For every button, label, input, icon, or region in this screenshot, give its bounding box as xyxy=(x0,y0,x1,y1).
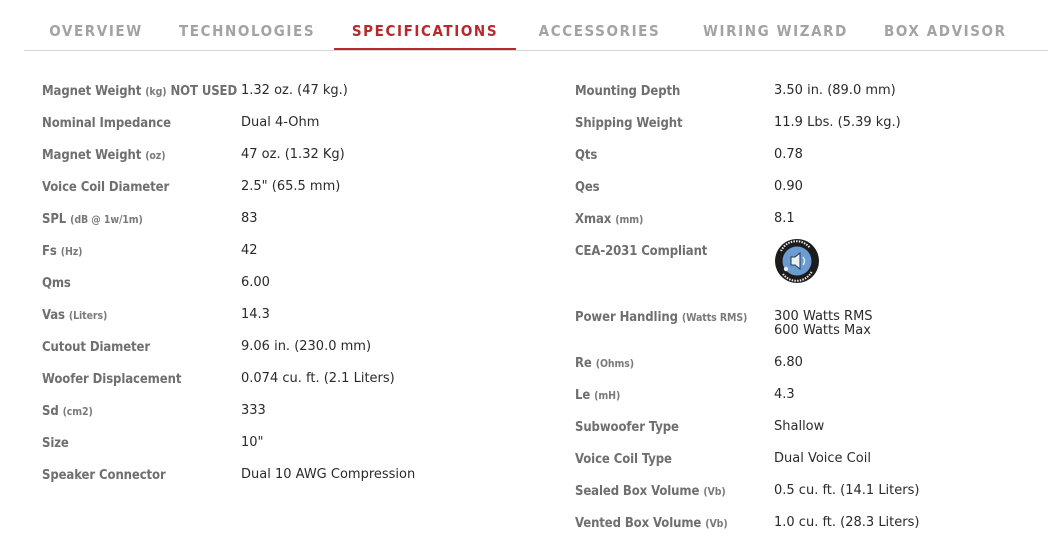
spec-label: Subwoofer Type xyxy=(575,420,679,435)
spec-value: 10" xyxy=(241,435,264,450)
spec-label: CEA-2031 Compliant xyxy=(575,244,708,259)
spec-value: 1.0 cu. ft. (28.3 Liters) xyxy=(774,515,920,530)
spec-label: Qts xyxy=(575,148,598,163)
spec-value: 11.9 Lbs. (5.39 kg.) xyxy=(774,115,901,130)
spec-row-speaker-connector xyxy=(42,460,462,492)
power-max-value: 600 Watts Max xyxy=(774,323,871,338)
spec-row-subwoofer-type xyxy=(575,412,995,444)
spec-value: 83 xyxy=(241,211,258,226)
spec-label: Nominal Impedance xyxy=(42,116,171,131)
spec-row-magnet-weight-kg xyxy=(42,76,462,108)
spec-label: Shipping Weight xyxy=(575,116,683,131)
spec-row-size xyxy=(42,428,462,460)
spec-value: Dual 10 AWG Compression xyxy=(241,467,416,482)
spec-label: Woofer Displacement xyxy=(42,372,182,387)
spec-label: Re (Ohms) xyxy=(575,356,634,371)
spec-row-cea-2031 xyxy=(575,236,995,300)
spec-label: Mounting Depth xyxy=(575,84,681,99)
spec-label: Sd (cm2) xyxy=(42,404,93,419)
spec-label: Speaker Connector xyxy=(42,468,166,483)
spec-row-nominal-impedance xyxy=(42,108,462,140)
tab-wiring-wizard[interactable]: WIRING WIZARD xyxy=(703,22,848,40)
spec-value: 333 xyxy=(241,403,266,418)
spec-value: 9.06 in. (230.0 mm) xyxy=(241,339,372,354)
tab-box-advisor[interactable]: BOX ADVISOR xyxy=(884,22,1007,40)
spec-value: 0.90 xyxy=(774,179,803,194)
spec-label: Power Handling (Watts RMS) xyxy=(575,310,748,325)
tab-specifications[interactable]: SPECIFICATIONS xyxy=(334,0,516,49)
spec-row-qts xyxy=(575,140,995,172)
spec-label: Xmax (mm) xyxy=(575,212,644,227)
spec-row-cutout-diameter xyxy=(42,332,462,364)
spec-label: Vas (Liters) xyxy=(42,308,108,323)
spec-value: 47 oz. (1.32 Kg) xyxy=(241,147,345,162)
cea-2031-logo-icon xyxy=(774,238,820,284)
spec-label: SPL (dB @ 1w/1m) xyxy=(42,212,143,227)
spec-value xyxy=(774,310,873,338)
spec-row-magnet-weight-oz xyxy=(42,140,462,172)
spec-label: Qes xyxy=(575,180,600,195)
spec-value: 0.5 cu. ft. (14.1 Liters) xyxy=(774,483,920,498)
spec-value: 2.5" (65.5 mm) xyxy=(241,179,341,194)
spec-value: 6.00 xyxy=(241,275,270,290)
spec-row-qms xyxy=(42,268,462,300)
spec-tabs xyxy=(24,0,1048,51)
power-rms-value: 300 Watts RMS xyxy=(774,309,873,324)
spec-value: 6.80 xyxy=(774,355,803,370)
spec-label: Fs (Hz) xyxy=(42,244,83,259)
spec-value: 3.50 in. (89.0 mm) xyxy=(774,83,896,98)
spec-value: 42 xyxy=(241,243,258,258)
spec-value: 14.3 xyxy=(241,307,270,322)
spec-value: Shallow xyxy=(774,419,825,434)
spec-value: Dual 4-Ohm xyxy=(241,115,320,130)
spec-row-power-handling xyxy=(575,302,995,344)
spec-row-voice-coil-diameter xyxy=(42,172,462,204)
spec-value: 0.074 cu. ft. (2.1 Liters) xyxy=(241,371,395,386)
spec-label: Voice Coil Type xyxy=(575,452,672,467)
spec-row-xmax xyxy=(575,204,995,236)
spec-value: Dual Voice Coil xyxy=(774,451,871,466)
spec-label: Le (mH) xyxy=(575,388,621,403)
spec-row-voice-coil-type xyxy=(575,444,995,476)
spec-label: Magnet Weight (oz) xyxy=(42,148,166,163)
spec-value: 0.78 xyxy=(774,147,803,162)
spec-row-shipping-weight xyxy=(575,108,995,140)
spec-row-qes xyxy=(575,172,995,204)
spec-row-le xyxy=(575,380,995,412)
spec-row-woofer-displacement xyxy=(42,364,462,396)
spec-row-spl xyxy=(42,204,462,236)
tab-overview[interactable]: OVERVIEW xyxy=(49,22,143,40)
spec-label: Vented Box Volume (Vb) xyxy=(575,516,728,531)
spec-row-sealed-box-volume xyxy=(575,476,995,508)
spec-row-sd xyxy=(42,396,462,428)
spec-row-fs xyxy=(42,236,462,268)
spec-label: Qms xyxy=(42,276,71,291)
spec-label: Cutout Diameter xyxy=(42,340,151,355)
spec-label: Voice Coil Diameter xyxy=(42,180,170,195)
spec-value: 1.32 oz. (47 kg.) xyxy=(241,83,348,98)
spec-row-vas xyxy=(42,300,462,332)
spec-label: Magnet Weight (kg) NOT USED xyxy=(42,84,238,99)
spec-value: 8.1 xyxy=(774,211,795,226)
spec-row-re xyxy=(575,348,995,380)
spec-row-mounting-depth xyxy=(575,76,995,108)
spec-label: Sealed Box Volume (Vb) xyxy=(575,484,726,499)
spec-value: 4.3 xyxy=(774,387,795,402)
tab-accessories[interactable]: ACCESSORIES xyxy=(538,22,661,40)
spec-row-vented-box-volume xyxy=(575,508,995,540)
tab-technologies[interactable]: TECHNOLOGIES xyxy=(179,22,316,40)
spec-label: Size xyxy=(42,436,69,451)
